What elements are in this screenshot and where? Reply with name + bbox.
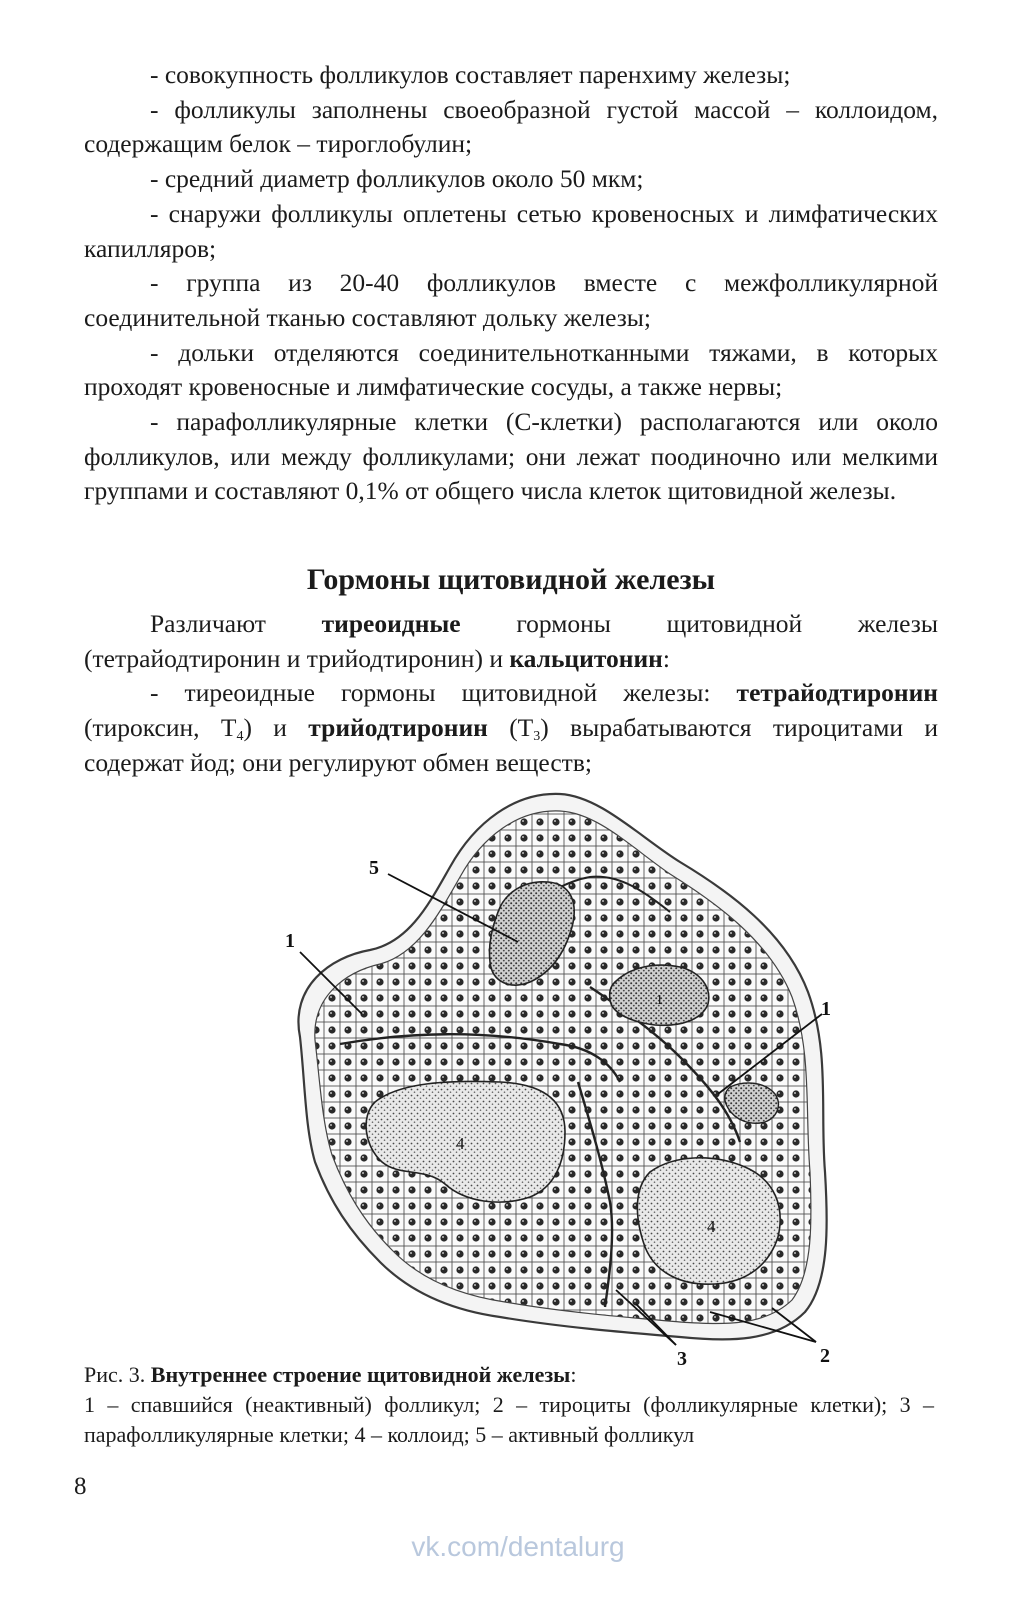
- label-1-right: 1: [821, 998, 831, 1020]
- intro-text-run: гормоны щитовидной железы (тетрайодтиронин и трийодтиронин) и: [84, 609, 938, 673]
- intro-text-run: :: [662, 643, 670, 673]
- label-4-right: 4: [707, 1217, 716, 1236]
- bullet-paragraph: - совокупность фолликулов составляет паренхиму железы;: [150, 60, 791, 89]
- label-1-left: 1: [285, 930, 295, 952]
- bullet-paragraph: - фолликулы заполнены своеобразной густой массой – коллоидом, содержащим белок – тироглобулин;: [84, 94, 938, 159]
- subscript: 3: [533, 729, 541, 745]
- label-2: 2: [820, 1345, 830, 1367]
- intro-text-run: Различают: [150, 609, 322, 638]
- intro-paragraph-2: [84, 676, 938, 780]
- intro-text-run: (Т: [487, 713, 534, 743]
- label-1-inner: 1: [656, 993, 663, 1008]
- bullet-paragraph: - группа из 20-40 фолликулов вместе с межфолликулярной соединительной тканью составляют дольку железы;: [84, 268, 938, 332]
- section-title: Гормоны щитовидной железы: [306, 563, 716, 596]
- bullet-paragraph: - дольки отделяются соединительнотканными тяжами, в которых проходят кровеносные и лимфатические сосуды, а также нервы;: [84, 337, 938, 402]
- caption-colon: :: [570, 1362, 577, 1387]
- bullet-paragraph: - средний диаметр фолликулов около 50 мкм;: [150, 164, 644, 194]
- term-thyroid: тиреоидные: [321, 609, 461, 638]
- intro-text-run: ) и: [243, 713, 309, 743]
- intro-text-run: (тироксин, Т: [84, 713, 237, 743]
- figure-drawing: [260, 782, 860, 1372]
- page-number: 8: [74, 1473, 87, 1500]
- caption-legend: 1 – спавшийся (неактивный) фолликул; 2 – тироциты (фолликулярные клетки); 3 – парафолликулярные клетки; 4 – коллоид; 5 – активный фолликул: [84, 1392, 934, 1447]
- label-5: 5: [369, 857, 379, 879]
- watermark: vk.com/dentalurg: [411, 1531, 625, 1562]
- caption-title-line: [84, 1360, 934, 1390]
- subscript: 4: [236, 729, 244, 745]
- figure-caption: [84, 1360, 934, 1450]
- term-triiodothyronine: трийодтиронин: [308, 713, 488, 743]
- intro-text: [84, 607, 938, 781]
- intro-paragraph-1: [84, 607, 938, 676]
- intro-text-run: - тиреоидные гормоны щитовидной железы:: [150, 678, 737, 708]
- label-4-left: 4: [456, 1134, 465, 1153]
- label-3: 3: [677, 1348, 687, 1370]
- term-calcitonin: кальцитонин: [509, 643, 663, 673]
- bullet-paragraph: - парафолликулярные клетки (С-клетки) располагаются или около фолликулов, или между фолликулами; они лежат поодиночно или мелкими группами и составляют 0,1% от общего числа клеток щитовидной железы.: [84, 407, 938, 506]
- bullet-paragraph: - снаружи фолликулы оплетены сетью кровеносных и лимфатических капилляров;: [84, 198, 938, 263]
- thyroid-histology-figure: [260, 782, 860, 1372]
- caption-prefix: Рис. 3.: [84, 1362, 151, 1387]
- body-text: [84, 58, 938, 509]
- intro-text-run: ) вырабатываются тироцитами и содержат йод; они регулируют обмен веществ;: [84, 713, 938, 777]
- caption-title: Внутреннее строение щитовидной железы: [150, 1362, 571, 1387]
- term-tetraiodothyronine: тетрайодтиронин: [736, 678, 938, 708]
